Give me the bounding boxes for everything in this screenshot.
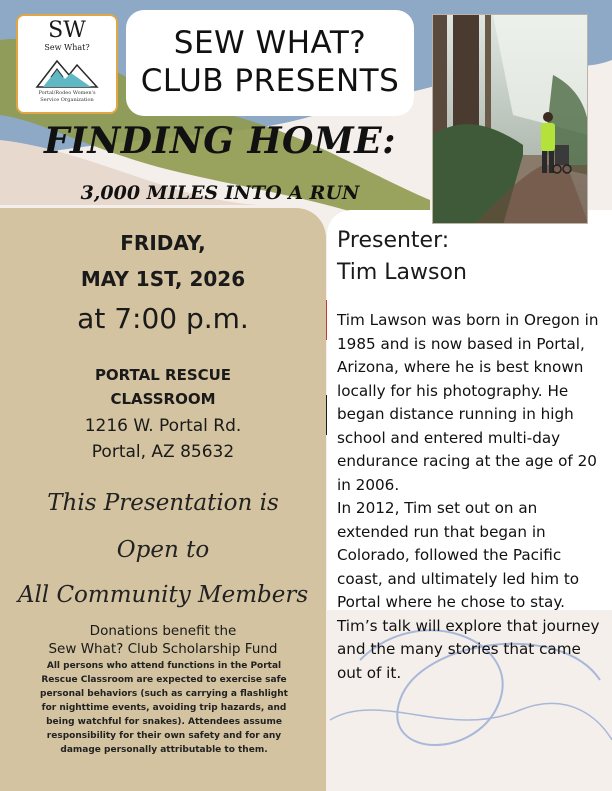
- runner-photo: [432, 14, 588, 224]
- presenter-bio: [337, 309, 607, 685]
- open-notice-line3: All Community Members: [17, 582, 309, 608]
- bio-paragraph-1: Tim Lawson was born in Oregon in 1985 and is now based in Portal, Arizona, where he is best known locally for his photography. He began distance running in high school and entered multi-day endurance racing at the age of 20 in 2006.: [337, 311, 599, 494]
- event-time: at 7:00 p.m.: [77, 302, 249, 335]
- header-line-1: SEW WHAT?: [173, 25, 367, 61]
- logo-org-line1: Portal/Rodeo Women's: [38, 90, 96, 96]
- event-date: MAY 1ST, 2026: [80, 267, 246, 291]
- bio-paragraph-2: In 2012, Tim set out on an extended run that began in Colorado, followed the Pacific coast, and ultimately led him to Portal where he chose to stay.: [337, 499, 580, 611]
- open-notice-line1: This Presentation is: [47, 490, 279, 516]
- event-day: FRIDAY,: [120, 231, 206, 255]
- venue-address-line2: Portal, AZ 85632: [91, 442, 235, 462]
- venue-name-line2: CLASSROOM: [110, 390, 216, 408]
- open-notice-line2: Open to: [116, 537, 210, 563]
- logo-org-line2: Service Organization: [40, 97, 94, 103]
- logo-tagline: Sew What?: [44, 43, 90, 52]
- club-logo: [16, 14, 118, 114]
- presenter-name: Tim Lawson: [337, 260, 467, 285]
- header-line-2: CLUB PRESENTS: [140, 63, 400, 99]
- mountains-icon: [35, 55, 99, 89]
- donation-note-line1: Donations benefit the: [89, 623, 237, 639]
- logo-letters: SW: [48, 18, 86, 43]
- safety-disclaimer: All persons who attend functions in the Portal Rescue Classroom are expected to exercise safe personal behaviors (such as carrying a flashlight for nighttime events, avoiding trip hazards, and being watchful for snakes). Attendees assume responsibility for their own safety and for any damage personally attributable to them.: [40, 661, 288, 755]
- forest-runner-image: [433, 15, 588, 224]
- venue-address-line1: 1216 W. Portal Rd.: [84, 416, 242, 436]
- venue-name-line1: PORTAL RESCUE: [94, 366, 232, 384]
- event-title: FINDING HOME:: [44, 120, 396, 162]
- event-subtitle: 3,000 MILES INTO A RUN: [80, 182, 360, 204]
- presenter-label: Presenter:: [337, 228, 450, 253]
- header-banner: [126, 10, 414, 116]
- bio-paragraph-3: Tim’s talk will explore that journey and the many stories that came out of it.: [337, 616, 600, 682]
- donation-note-line2: Sew What? Club Scholarship Fund: [48, 641, 278, 657]
